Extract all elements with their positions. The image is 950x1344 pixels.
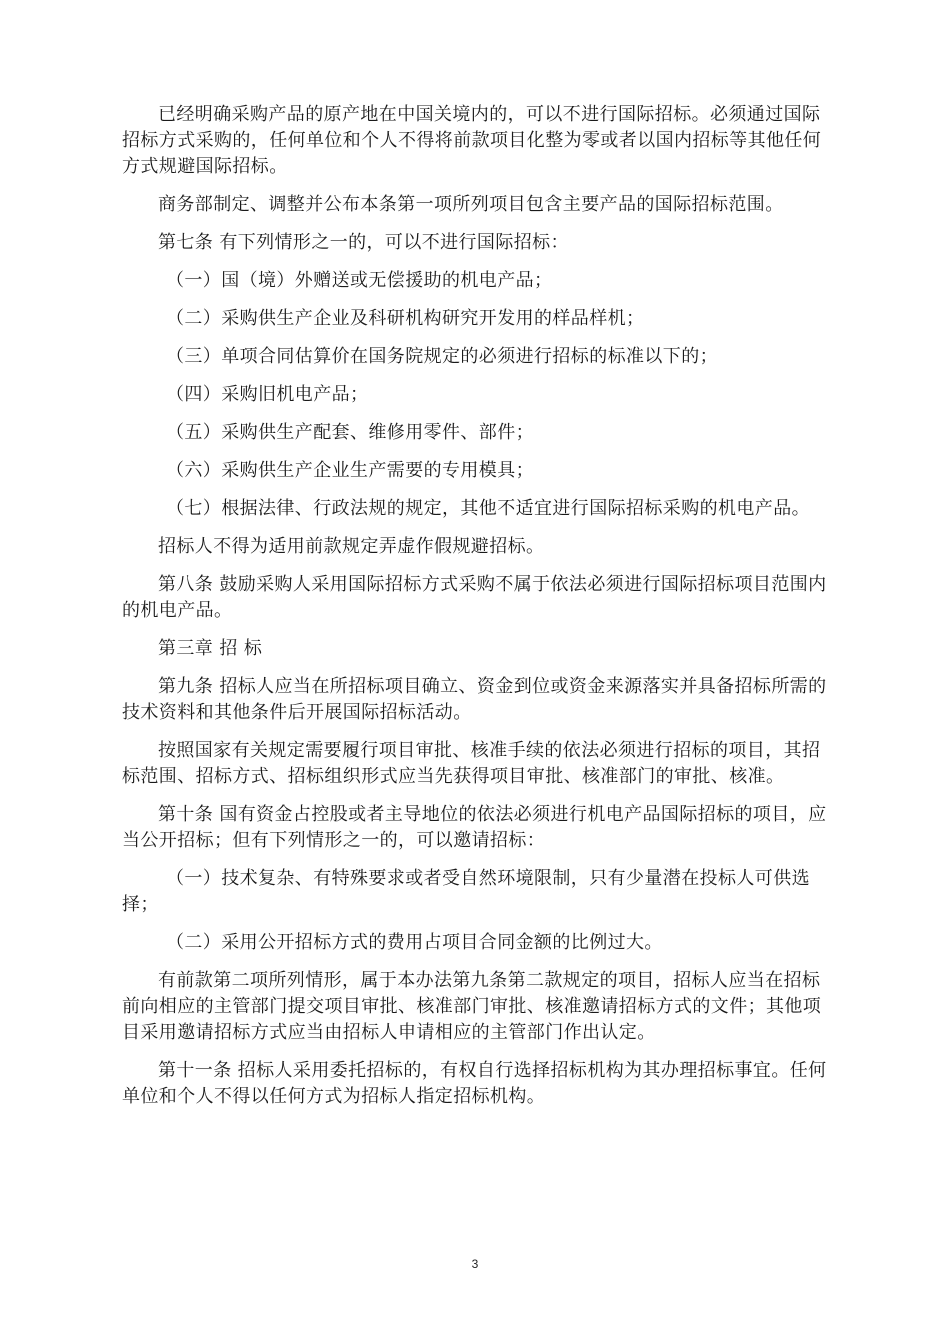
paragraph-mofcom-scope: 商务部制定、调整并公布本条第一项所列项目包含主要产品的国际招标范围。 <box>158 194 784 215</box>
article-7-item-2: （二）采购供生产企业及科研机构研究开发用的样品样机； <box>166 308 645 329</box>
article-7-item-3: （三）单项合同估算价在国务院规定的必须进行招标的标准以下的； <box>166 346 718 367</box>
article-7-item-7: （七）根据法律、行政法规的规定，其他不适宜进行国际招标采购的机电产品。 <box>166 498 810 519</box>
article-7-item-5: （五）采购供生产配套、维修用零件、部件； <box>166 422 534 443</box>
article-7-item-6: （六）采购供生产企业生产需要的专用模具； <box>166 460 534 481</box>
article-10-item-2: （二）采用公开招标方式的费用占项目合同金额的比例过大。 <box>166 932 663 953</box>
paragraph-invite-tender: 有前款第二项所列情形，属于本办法第九条第二款规定的项目，招标人应当在招标前向相应的主管部门提交项目审批、核准部门审批、核准邀请招标方式的文件；其他项目采用邀请招标方式应当由招标人申请相应的主管部门作出认定。 <box>122 970 822 1043</box>
article-11: 第十一条 招标人采用委托招标的，有权自行选择招标机构为其办理招标事宜。任何单位和个人不得以任何方式为招标人指定招标机构。 <box>122 1060 827 1107</box>
page-number: 3 <box>471 1257 479 1271</box>
paragraph-no-fraud: 招标人不得为适用前款规定弄虚作假规避招标。 <box>158 536 545 557</box>
article-10: 第十条 国有资金占控股或者主导地位的依法必须进行机电产品国际招标的项目，应当公开招标；但有下列情形之一的，可以邀请招标： <box>122 804 827 851</box>
paragraph-origin-domestic: 已经明确采购产品的原产地在中国关境内的，可以不进行国际招标。必须通过国际招标方式采购的，任何单位和个人不得将前款项目化整为零或者以国内招标等其他任何方式规避国际招标。 <box>122 104 822 177</box>
document-body <box>122 102 830 1122</box>
chapter-3-heading: 第三章 招 标 <box>158 638 263 659</box>
article-7-item-1: （一）国（境）外赠送或无偿援助的机电产品； <box>166 270 553 291</box>
article-7-item-4: （四）采购旧机电产品； <box>166 384 369 405</box>
paragraph-approval: 按照国家有关规定需要履行项目审批、核准手续的依法必须进行招标的项目，其招标范围、招标方式、招标组织形式应当先获得项目审批、核准部门的审批、核准。 <box>122 740 821 787</box>
article-9: 第九条 招标人应当在所招标项目确立、资金到位或资金来源落实并具备招标所需的技术资料和其他条件后开展国际招标活动。 <box>122 676 827 723</box>
article-8: 第八条 鼓励采购人采用国际招标方式采购不属于依法必须进行国际招标项目范围内的机电产品。 <box>122 574 827 621</box>
article-7-heading: 第七条 有下列情形之一的，可以不进行国际招标： <box>158 232 569 253</box>
article-10-item-1: （一）技术复杂、有特殊要求或者受自然环境限制，只有少量潜在投标人可供选择； <box>122 868 810 915</box>
